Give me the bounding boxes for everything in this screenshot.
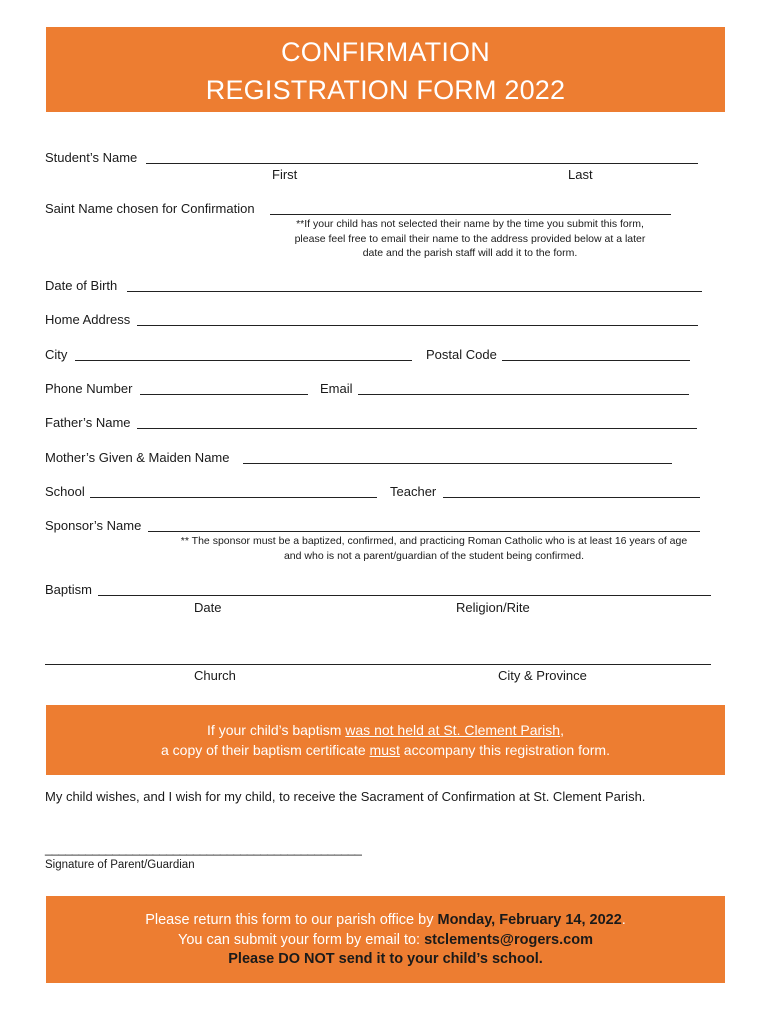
consent-statement: My child wishes, and I wish for my child, to receive the Sacrament of Confirmation at St. Clement Parish. xyxy=(45,789,646,804)
footer-line3 xyxy=(46,950,725,970)
form-title-line1: CONFIRMATION xyxy=(281,37,490,67)
teacher-field[interactable] xyxy=(443,497,700,498)
parish-email[interactable]: stclements@rogers.com xyxy=(424,931,593,948)
banner-text: If your child’s baptism xyxy=(207,722,346,738)
saint-note-line2: please feel free to email their name to the address provided below at a later xyxy=(294,232,646,245)
banner-text: accompany this registration form. xyxy=(399,742,610,758)
saint-name-field[interactable] xyxy=(270,214,671,215)
email-field[interactable] xyxy=(358,394,689,395)
home-address-label: Home Address xyxy=(45,312,131,327)
first-name-caption: First xyxy=(272,167,298,182)
sponsor-name-label: Sponsor’s Name xyxy=(45,518,142,533)
teacher-label: Teacher xyxy=(390,484,437,499)
saint-name-note xyxy=(275,217,665,261)
baptism-label: Baptism xyxy=(45,582,92,597)
banner-underlined-text: was not held at St. Clement Parish xyxy=(345,722,561,738)
baptism-city-field[interactable] xyxy=(497,664,711,665)
banner-text: a copy of their baptism certificate xyxy=(161,742,370,758)
postal-code-label: Postal Code xyxy=(426,347,497,362)
baptism-certificate-banner xyxy=(46,705,725,775)
baptism-church-field[interactable] xyxy=(45,664,497,665)
baptism-date-caption: Date xyxy=(194,600,222,615)
dob-label: Date of Birth xyxy=(45,278,118,293)
postal-code-field[interactable] xyxy=(502,360,690,361)
school-warning: Please DO NOT send it to your child’s school. xyxy=(228,951,543,967)
baptism-date-field[interactable] xyxy=(98,595,497,596)
father-name-field[interactable] xyxy=(137,428,697,429)
school-label: School xyxy=(45,484,85,499)
city-field[interactable] xyxy=(75,360,412,361)
phone-label: Phone Number xyxy=(45,381,133,396)
saint-name-label: Saint Name chosen for Confirmation xyxy=(45,201,255,216)
school-field[interactable] xyxy=(90,497,377,498)
last-name-caption: Last xyxy=(568,167,593,182)
email-label: Email xyxy=(320,381,353,396)
student-name-field[interactable] xyxy=(146,163,698,164)
deadline-date: Monday, February 14, 2022 xyxy=(437,912,622,928)
sponsor-note-line1: ** The sponsor must be a baptized, confirmed, and practicing Roman Catholic who is at least 16 years of age xyxy=(180,535,688,547)
city-province-caption: City & Province xyxy=(498,668,587,683)
footer-line2 xyxy=(46,931,725,951)
home-address-field[interactable] xyxy=(137,325,698,326)
footer-text: . xyxy=(621,912,626,928)
city-label: City xyxy=(45,347,68,362)
baptism-banner-line2 xyxy=(46,740,725,760)
sponsor-note-line2: and who is not a parent/guardian of the student being confirmed. xyxy=(283,549,585,562)
mother-name-label: Mother’s Given & Maiden Name xyxy=(45,450,230,465)
signature-caption: Signature of Parent/Guardian xyxy=(45,859,195,871)
banner-underlined-text: must xyxy=(369,742,400,758)
footer-text: You can submit your form by email to: xyxy=(178,931,425,948)
title-banner xyxy=(46,27,725,112)
baptism-banner-line1 xyxy=(46,720,725,740)
church-caption: Church xyxy=(194,668,236,683)
dob-field[interactable] xyxy=(127,291,702,292)
saint-note-line3: date and the parish staff will add it to the form. xyxy=(362,247,578,259)
banner-text: , xyxy=(560,722,564,738)
student-name-label: Student’s Name xyxy=(45,150,138,165)
footer-line1 xyxy=(46,911,725,931)
phone-field[interactable] xyxy=(140,394,308,395)
saint-note-line1: **If your child has not selected their name by the time you submit this form, xyxy=(296,218,644,230)
baptism-religion-caption: Religion/Rite xyxy=(456,600,530,615)
father-name-label: Father’s Name xyxy=(45,415,131,430)
sponsor-note xyxy=(158,534,710,563)
sponsor-name-field[interactable] xyxy=(148,531,700,532)
signature-line[interactable]: _______________________________________________ xyxy=(45,841,362,856)
return-instructions-banner xyxy=(46,896,725,983)
mother-name-field[interactable] xyxy=(243,463,672,464)
form-title-line2: REGISTRATION FORM 2022 xyxy=(205,75,566,105)
footer-text: Please return this form to our parish office by xyxy=(145,912,438,928)
baptism-religion-field[interactable] xyxy=(497,595,711,596)
